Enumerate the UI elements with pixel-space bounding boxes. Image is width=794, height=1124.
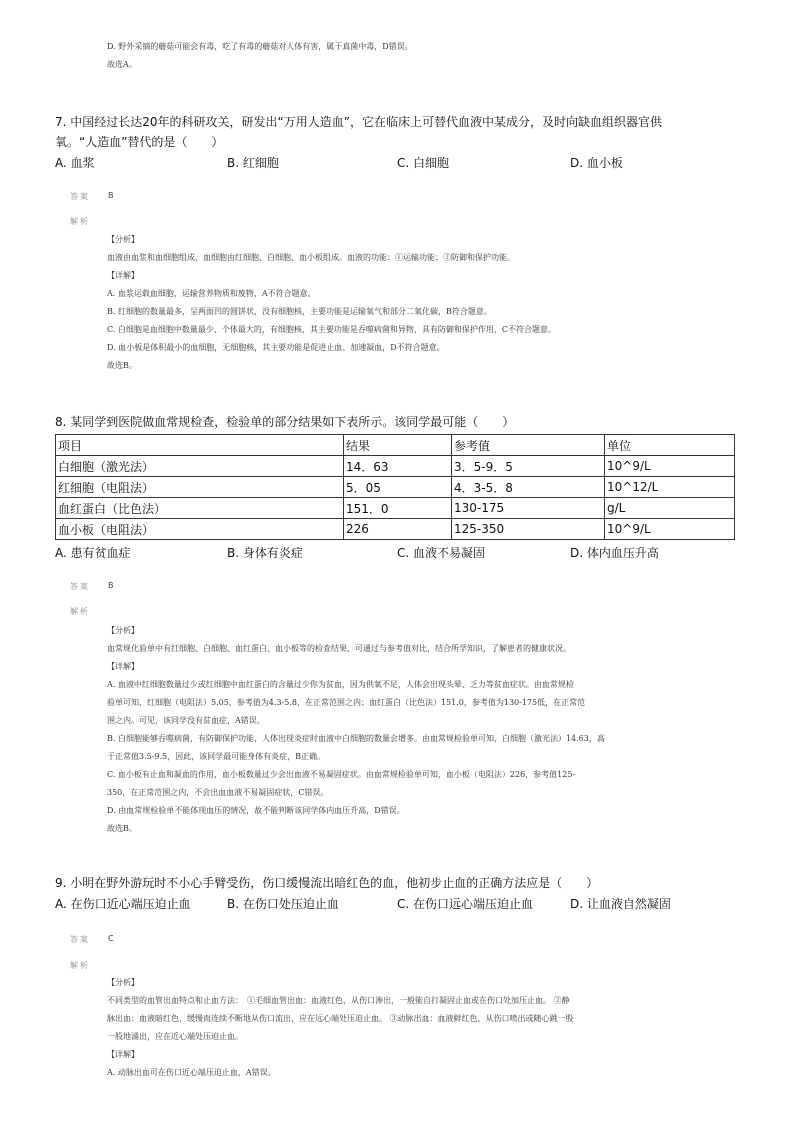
table-cell: 10^9/L	[605, 456, 735, 477]
analysis-line: 【详解】	[107, 662, 139, 671]
option-d: D. 让血液自然凝固	[570, 897, 671, 911]
answer-label: 答案	[70, 192, 90, 201]
analysis-line: 血常规化验单中有红细胞、白细胞、血红蛋白、血小板等的检查结果，可通过与参考值对比，结合所学知识，了解患者的健康状况。	[107, 644, 571, 653]
answer-label: 答案	[70, 582, 90, 591]
analysis-line: A. 血浆运载血细胞，运输营养物质和废物，A不符合题意。	[107, 289, 316, 298]
question-9-options	[55, 895, 745, 915]
text-line: 故选A。	[107, 60, 137, 69]
analysis-line: 【分析】	[107, 235, 139, 244]
analysis-line: 围之内。可见，该同学没有贫血症，A错误。	[107, 716, 265, 725]
table-cell: 10^9/L	[605, 519, 735, 540]
option-a: A. 患有贫血症	[55, 546, 131, 560]
question-stem-line: 氧。“人造血”替代的是（ ）	[55, 135, 224, 149]
table-cell: 白细胞（激光法）	[56, 456, 344, 477]
analysis-line: A. 动脉出血可在伤口近心端压迫止血，A错误。	[107, 1068, 276, 1077]
table-cell: 226	[344, 519, 452, 540]
answer-value: B	[108, 581, 114, 590]
analysis-line: 故选B。	[107, 824, 137, 833]
analysis-line: 不同类型的血管出血特点和止血方法： ①毛细血管出血：血液红色，从伤口渗出，一般能自行凝固止血或在伤口处加压止血。 ②静	[107, 996, 570, 1005]
table-header-cell: 项目	[56, 435, 344, 456]
table-row	[56, 477, 735, 498]
option-d: D. 体内血压升高	[570, 546, 659, 560]
option-c: C. 白细胞	[397, 156, 450, 170]
question-7-analysis	[107, 231, 667, 375]
analysis-label: 解析	[70, 217, 90, 226]
question-7-options	[55, 154, 745, 174]
table-cell: 130-175	[452, 498, 605, 519]
table-cell: 3．5-9．5	[452, 456, 605, 477]
table-cell: g/L	[605, 498, 735, 519]
table-header-cell: 单位	[605, 435, 735, 456]
table-cell: 血小板（电阻法）	[56, 519, 344, 540]
analysis-line: B. 红细胞的数量最多，呈两面凹的圆饼状，没有细胞核，主要功能是运输氧气和部分二氧化碳，B符合题意。	[107, 307, 492, 316]
table-cell: 14．63	[344, 456, 452, 477]
previous-question-tail	[107, 38, 667, 74]
blood-test-table	[55, 434, 735, 540]
analysis-line: 验单可知，红细胞（电阻法）5.05，参考值为4.3-5.8，在正常范围之内；血红蛋白（比色法）151.0，参考值为130-175低，在正常范	[107, 698, 586, 707]
question-9-stem: 9. 小明在野外游玩时不小心手臂受伤，伤口缓慢流出暗红色的血，他初步止血的正确方法应是（ ）	[55, 876, 599, 890]
analysis-line: 【详解】	[107, 271, 139, 280]
question-8-stem: 8. 某同学到医院做血常规检查，检验单的部分结果如下表所示。该同学最可能（ ）	[55, 415, 515, 429]
analysis-line: 血液由血浆和血细胞组成，血细胞由红细胞、白细胞、血小板组成。血液的功能：①运输功能；②防御和保护功能。	[107, 253, 515, 262]
analysis-line: A. 血液中红细胞数量过少或红细胞中血红蛋白的含量过少你为贫血，因为供氧不足，人体会出现头晕、乏力等贫血症状。由血常规检	[107, 680, 574, 689]
table-cell: 125-350	[452, 519, 605, 540]
option-c: C. 在伤口远心端压迫止血	[397, 897, 534, 911]
table-header-row	[56, 435, 735, 456]
analysis-line: D. 血小板是体积最小的血细胞，无细胞核，其主要功能是促进止血、加速凝血，D不符合题意。	[107, 343, 445, 352]
table-header-cell: 结果	[344, 435, 452, 456]
table-header-cell: 参考值	[452, 435, 605, 456]
table-cell: 红细胞（电阻法）	[56, 477, 344, 498]
table-cell: 血红蛋白（比色法）	[56, 498, 344, 519]
analysis-line: 脉出血：血液暗红色，缓慢而连续不断地从伤口流出，应在远心端处压迫止血。 ③动脉出血：血液鲜红色，从伤口喷出或随心跳一股	[107, 1014, 574, 1023]
table-cell: 4．3-5．8	[452, 477, 605, 498]
analysis-line: 【分析】	[107, 978, 139, 987]
analysis-line: 一股地涌出，应在近心端处压迫止血。	[107, 1032, 243, 1041]
analysis-line: C. 血小板有止血和凝血的作用，血小板数量过少会出血液不易凝固症状。由血常规检验单可知，血小板（电阻法）226，参考值125-	[107, 770, 576, 779]
table-row	[56, 519, 735, 540]
table-row	[56, 456, 735, 477]
option-a: A. 在伤口近心端压迫止血	[55, 897, 191, 911]
option-c: C. 血液不易凝固	[397, 546, 486, 560]
option-b: B. 身体有炎症	[227, 546, 303, 560]
option-d: D. 血小板	[570, 156, 623, 170]
table-cell: 151．0	[344, 498, 452, 519]
option-b: B. 红细胞	[227, 156, 279, 170]
analysis-line: C. 白细胞是血细胞中数量最少、个体最大的，有细胞核，其主要功能是吞噬病菌和异物，具有防御和保护作用，C不符合题意。	[107, 325, 557, 334]
text-line: D. 野外采摘的蘑菇可能会有毒，吃了有毒的蘑菇对人体有害，属于真菌中毒，D错误。	[107, 42, 413, 51]
analysis-line: 350，在正常范围之内，不会出血血液不易凝固症状，C错误。	[107, 788, 329, 797]
table-cell: 10^12/L	[605, 477, 735, 498]
question-8-analysis	[107, 622, 717, 838]
question-9-analysis	[107, 974, 717, 1082]
analysis-line: 【分析】	[107, 626, 139, 635]
table-cell: 5．05	[344, 477, 452, 498]
option-a: A. 血浆	[55, 156, 95, 170]
analysis-line: B. 白细胞能够吞噬病菌，有防御保护功能，人体出现炎症时血液中白细胞的数量会增多。由血常规检验单可知，白细胞（激光法）14.63，高	[107, 734, 605, 743]
analysis-line: 于正常值3.5-9.5，因此，该同学最可能身体有炎症，B正确。	[107, 752, 326, 761]
answer-value: C	[108, 934, 114, 943]
answer-value: B	[108, 191, 114, 200]
analysis-label: 解析	[70, 607, 90, 616]
question-7-stem	[55, 112, 745, 152]
analysis-line: 【详解】	[107, 1050, 139, 1059]
analysis-line: D. 由血常规检验单不能体现血压的情况，故不能判断该同学体内血压升高，D错误。	[107, 806, 405, 815]
option-b: B. 在伤口处压迫止血	[227, 897, 339, 911]
table-row	[56, 498, 735, 519]
question-8-options	[55, 544, 745, 564]
analysis-label: 解析	[70, 961, 90, 970]
answer-label: 答案	[70, 935, 90, 944]
question-stem-line: 7. 中国经过长达20年的科研攻关，研发出“万用人造血”，它在临床上可替代血液中某成分，及时向缺血组织器官供	[55, 115, 662, 129]
analysis-line: 故选B。	[107, 361, 137, 370]
